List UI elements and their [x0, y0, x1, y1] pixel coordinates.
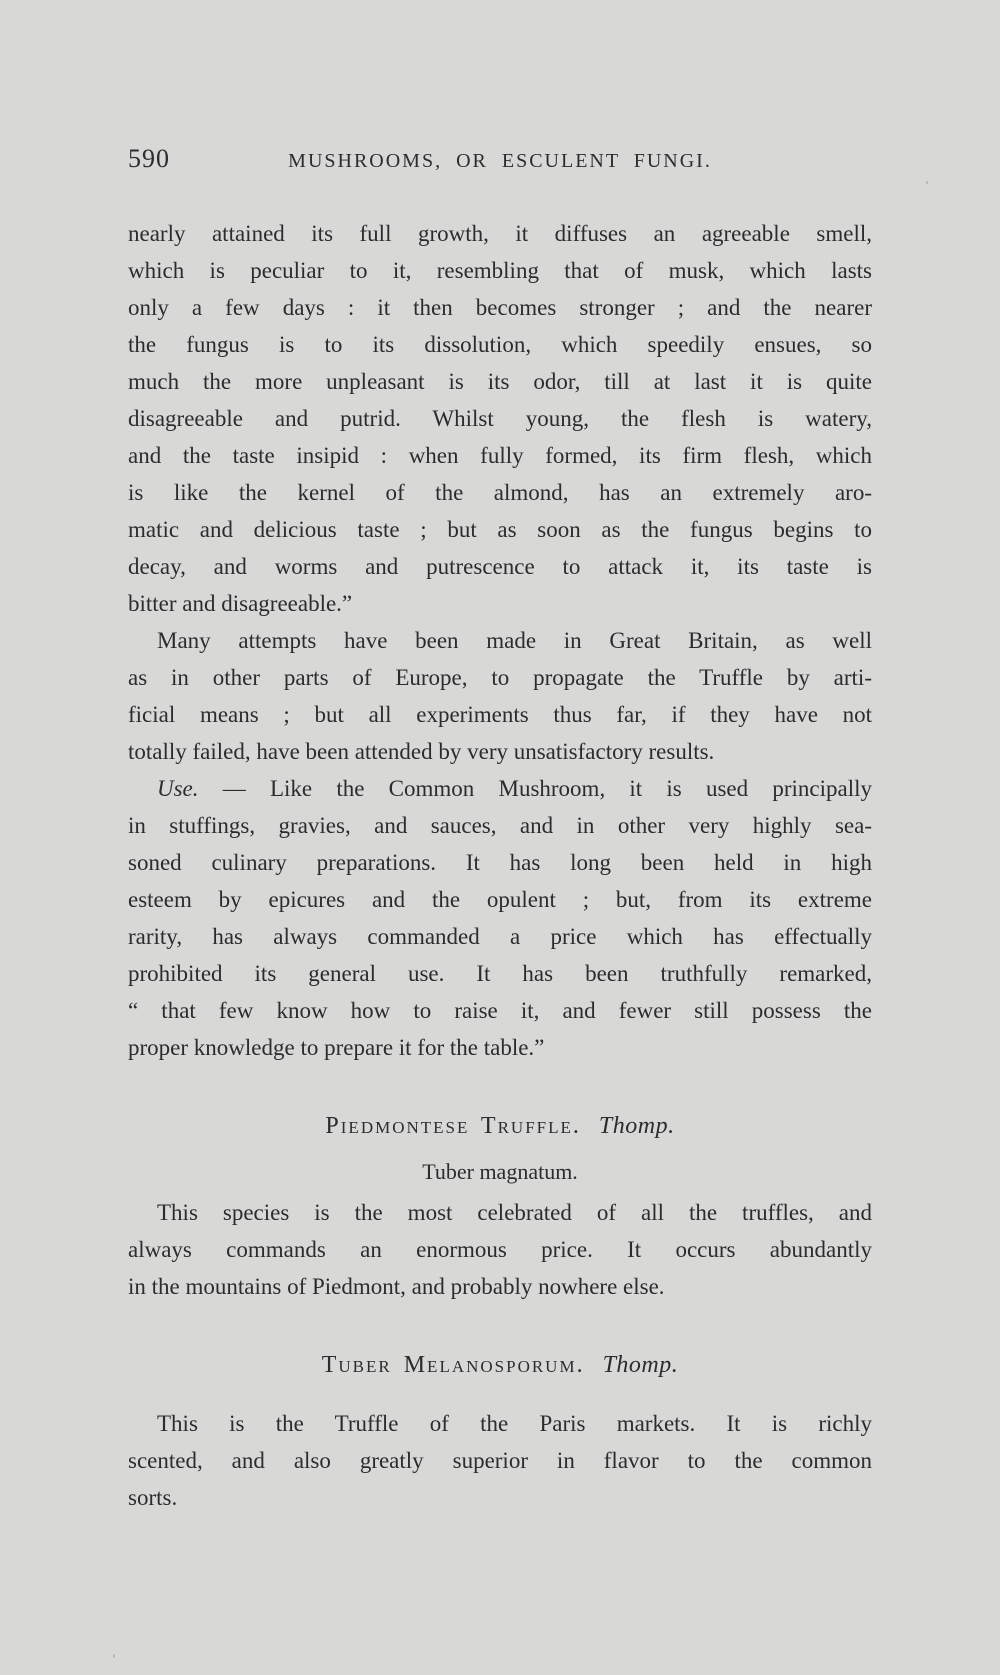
text-line: totally failed, have been attended by very unsatisfactory results.	[128, 739, 715, 764]
italic-run: Use.	[157, 776, 199, 801]
text-line: matic and delicious taste ; but as soon as the fungus begins to	[128, 517, 872, 542]
text-line: decay, and worms and putrescence to attack it, its taste is	[128, 554, 872, 579]
text-line: disagreeable and putrid. Whilst young, the flesh is watery,	[128, 406, 872, 431]
text-line	[128, 770, 872, 807]
text-line: always commands an enormous price. It occurs abundantly	[128, 1237, 872, 1262]
authority-abbreviation: Thomp.	[602, 1352, 679, 1378]
text-line: scented, and also greatly superior in flavor to the common	[128, 1448, 872, 1473]
paragraph	[128, 1194, 872, 1305]
text-line: and the taste insipid : when fully formed, its firm flesh, which	[128, 443, 872, 468]
text-line: in the mountains of Piedmont, and probably nowhere else.	[128, 1274, 665, 1299]
paragraph	[128, 770, 872, 1066]
page-number: 590	[128, 144, 170, 173]
text-line: proper knowledge to prepare it for the table.”	[128, 1035, 545, 1060]
text-line: the fungus is to its dissolution, which speedily ensues, so	[128, 332, 872, 357]
paragraph	[128, 622, 872, 770]
text-line: bitter and disagreeable.”	[128, 591, 353, 616]
running-title: MUSHROOMS, OR ESCULENT FUNGI.	[288, 150, 712, 172]
text-line: as in other parts of Europe, to propagate the Truffle by arti-	[128, 665, 872, 690]
species-common-name: Piedmontese Truffle.	[325, 1113, 581, 1139]
text-line: “ that few know how to raise it, and fewer still possess the	[128, 998, 872, 1023]
page-body	[128, 215, 872, 1516]
latin-binomial: Tuber magnatum.	[422, 1159, 578, 1184]
text-line: prohibited its general use. It has been truthfully remarked,	[128, 961, 872, 986]
text-line: rarity, has always commanded a price which has effectually	[128, 924, 872, 949]
text-line: soned culinary preparations. It has long been held in high	[128, 850, 872, 875]
text-run: — Like the Common Mushroom, it is used principally	[198, 776, 872, 801]
text-line: much the more unpleasant is its odor, till at last it is quite	[128, 369, 872, 394]
text-line: only a few days : it then becomes stronger ; and the nearer	[128, 295, 872, 320]
scan-speck	[113, 1654, 115, 1658]
scan-speck	[926, 181, 928, 184]
text-line: This is the Truffle of the Paris markets. It is richly	[157, 1411, 872, 1436]
paragraph	[128, 1405, 872, 1516]
section-heading	[128, 1345, 872, 1385]
text-line: is like the kernel of the almond, has an extremely aro-	[128, 480, 872, 505]
paragraph	[128, 215, 872, 622]
text-line: sorts.	[128, 1485, 178, 1510]
text-line: esteem by epicures and the opulent ; but, from its extreme	[128, 887, 872, 912]
text-line: in stuffings, gravies, and sauces, and in other very highly sea-	[128, 813, 872, 838]
text-line: This species is the most celebrated of all the truffles, and	[157, 1200, 872, 1225]
section-heading	[128, 1106, 872, 1146]
text-line: Many attempts have been made in Great Britain, as well	[157, 628, 872, 653]
text-line: ficial means ; but all experiments thus far, if they have not	[128, 702, 872, 727]
text-line: which is peculiar to it, resembling that of musk, which lasts	[128, 258, 872, 283]
authority-abbreviation: Thomp.	[598, 1113, 675, 1139]
text-line: nearly attained its full growth, it diffuses an agreeable smell,	[128, 221, 872, 246]
page-header	[128, 146, 872, 178]
species-common-name: Tuber Melanosporum.	[321, 1352, 585, 1378]
